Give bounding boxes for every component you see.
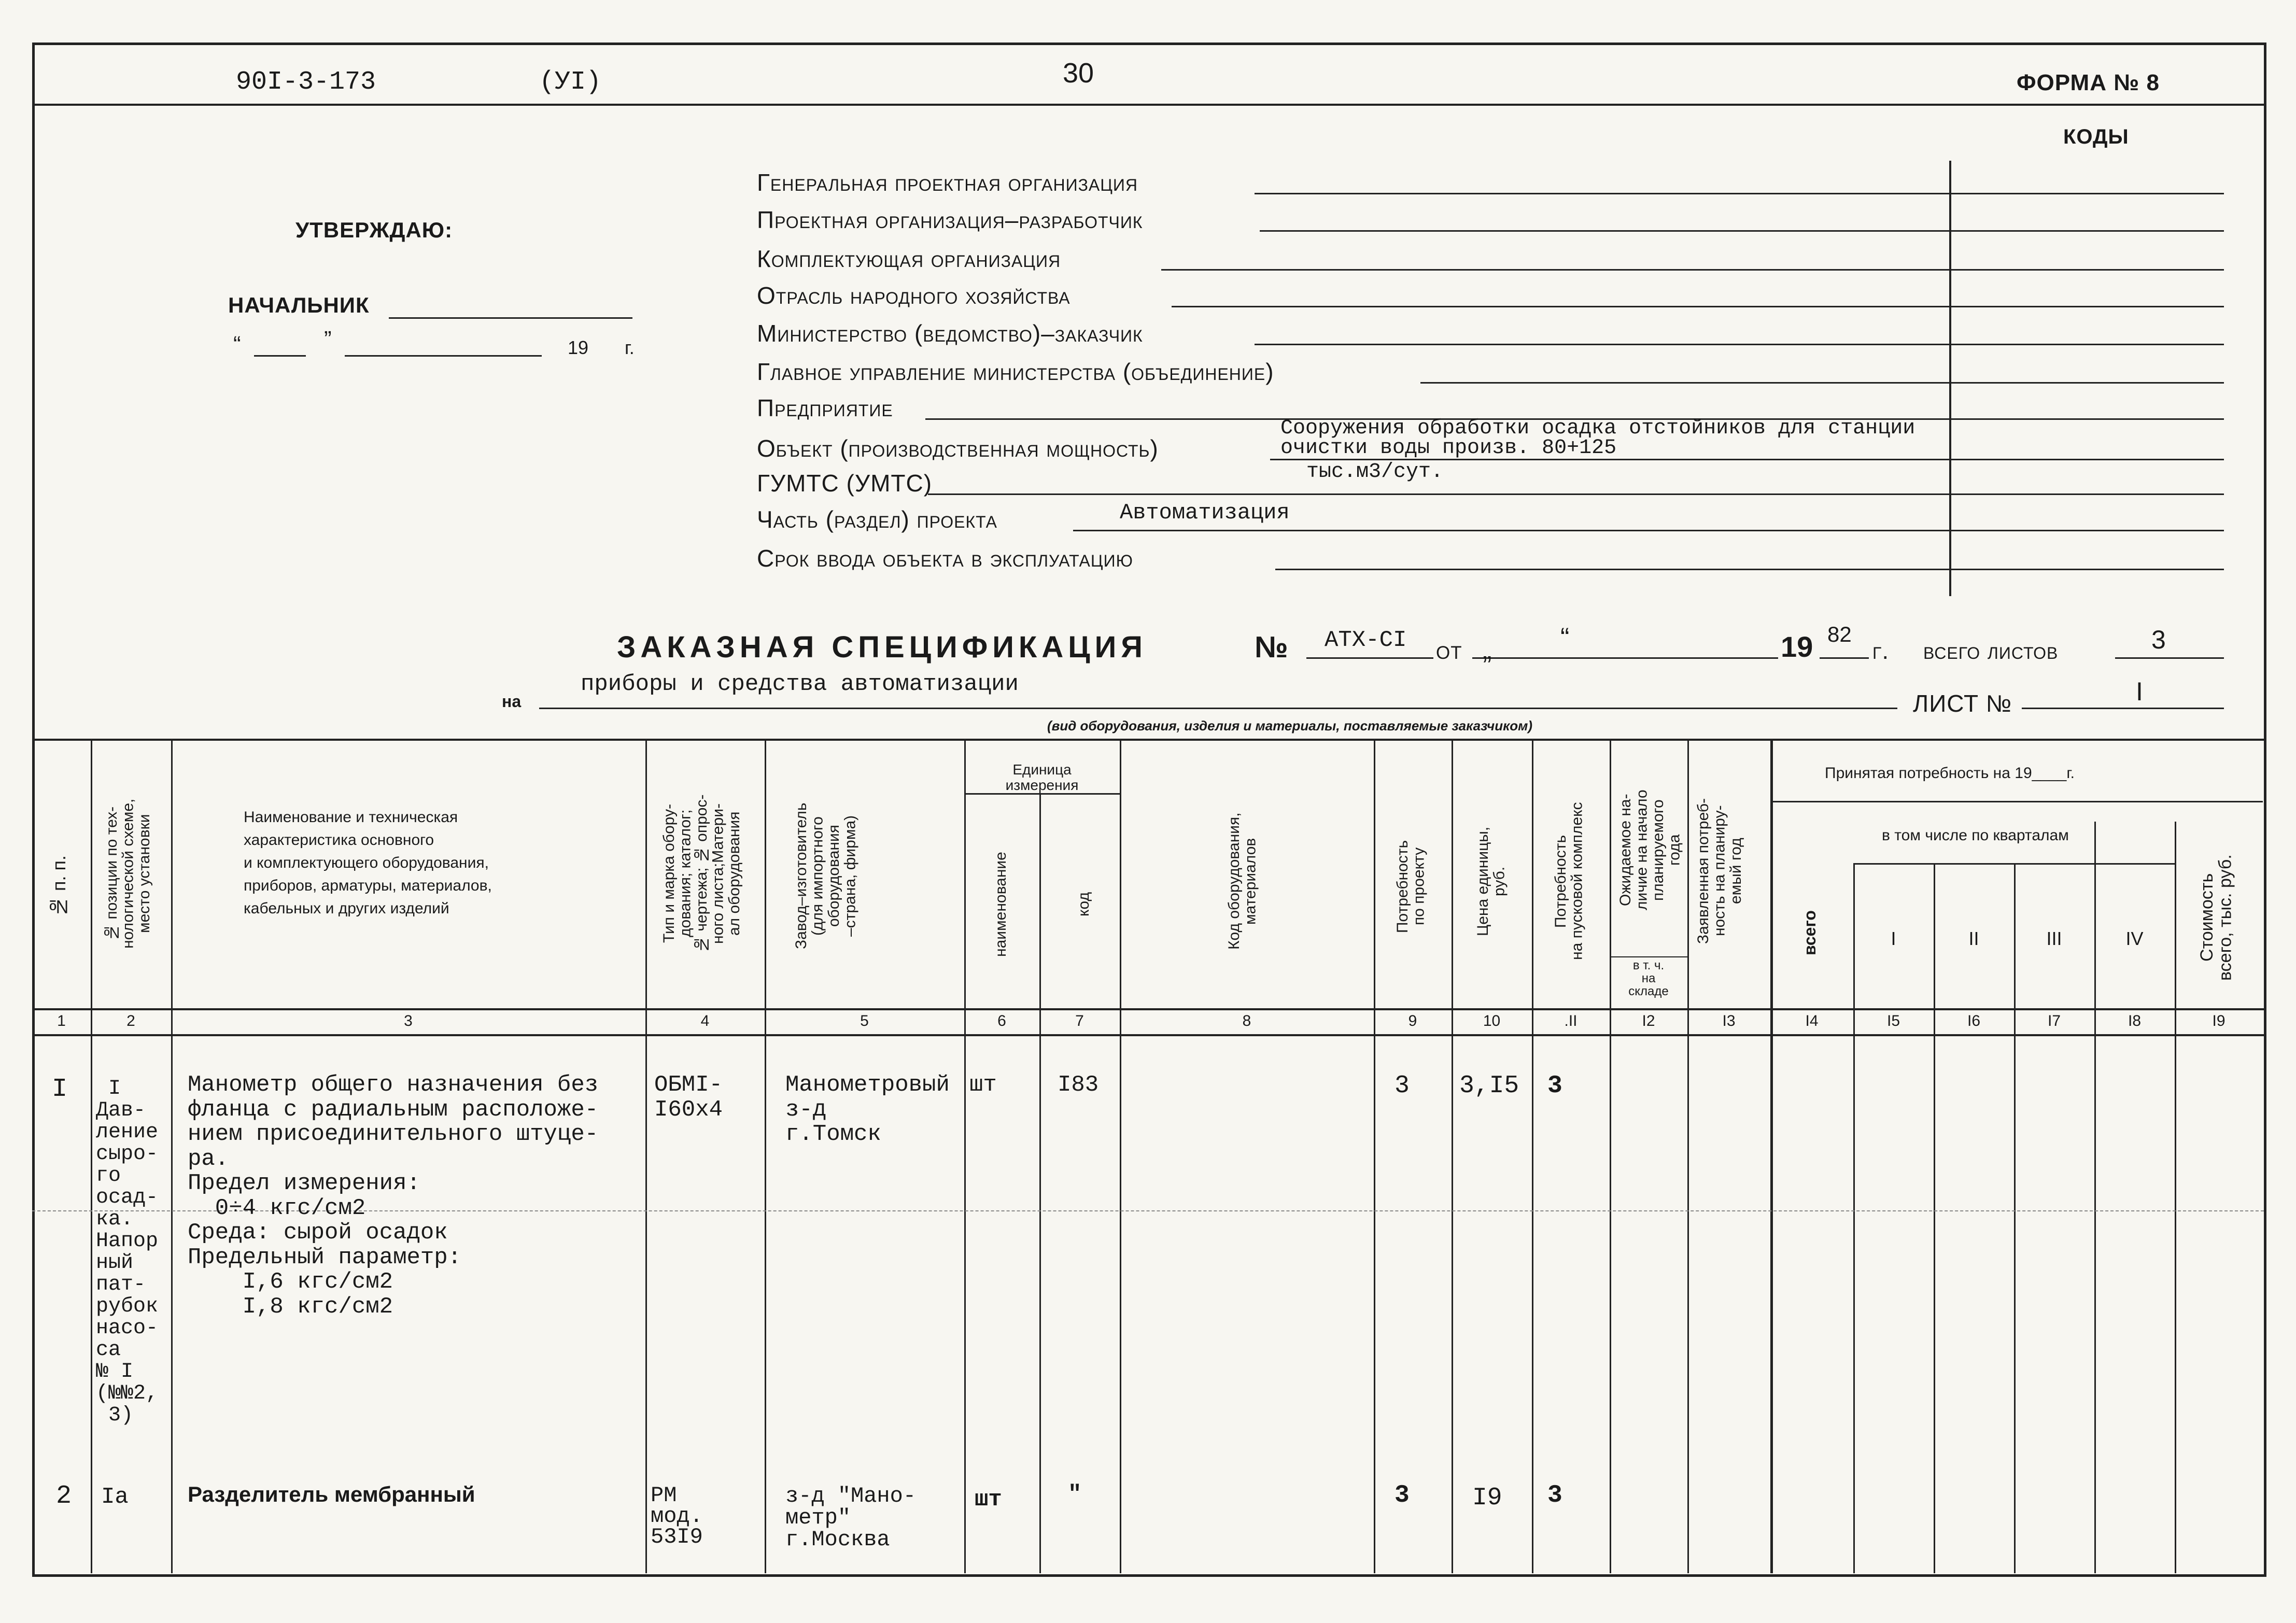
col-line-14: [1853, 863, 1855, 1573]
quarters-header-line: [1853, 863, 2175, 865]
row-2-need-start: 3: [1547, 1481, 1562, 1509]
spec-date-line: [1472, 657, 1778, 659]
col-number-14: I4: [1805, 1012, 1819, 1029]
col-line-6: [1039, 793, 1041, 1573]
row-2-unit: шт: [975, 1487, 1002, 1513]
spec-year-line: [1820, 657, 1869, 659]
col-number-6: 6: [997, 1012, 1006, 1029]
row-1-position: I Дав- ление сыро- го осад- ка. Напор ный пат- рубок насо- са № I (№№2, 3): [96, 1077, 159, 1427]
col-line-7: [1120, 739, 1121, 1573]
object-value: Сооружения обработки осадка отстойников для станции очистки воды произв. 80+125: [1280, 417, 1915, 460]
spec-from-label: от: [1436, 636, 1462, 665]
quarters-group-header: в том числе по кварталам: [1882, 827, 2069, 844]
col-header-13: Заявленная потреб- ность на планиру- емый год: [1695, 798, 1744, 944]
col-number-10: 10: [1483, 1012, 1501, 1029]
chief-label: НАЧАЛЬНИК: [228, 293, 370, 317]
spec-subject: приборы и средства автоматизации: [581, 671, 1019, 697]
col-header-3: Наименование и техническая характеристика основного и комплектующего оборудования, приборов, арматуры, материалов, кабельных и других изделий: [244, 809, 492, 917]
spec-quote-open: “: [1560, 623, 1570, 653]
col-line-11: [1610, 739, 1611, 1573]
project-part-line: [1073, 530, 2224, 531]
col-line-4: [765, 739, 766, 1573]
approve-year-suffix: г.: [625, 337, 635, 358]
album-number: (УI): [539, 67, 602, 97]
row-2-need: 3: [1394, 1481, 1410, 1509]
col-number-2: 2: [126, 1012, 135, 1029]
row-2-price: I9: [1472, 1484, 1502, 1512]
ministry-line: [1255, 344, 2224, 345]
col-line-16: [2014, 863, 2016, 1573]
sheet-label: ЛИСТ №: [1913, 690, 2012, 717]
approve-quote-open: “: [233, 332, 241, 357]
sheet-value: I: [2136, 677, 2143, 706]
enterprise-label: Предприятие: [757, 394, 893, 421]
col-header-18: IV: [2125, 928, 2144, 949]
row-1-need: 3: [1394, 1072, 1410, 1100]
unit-group-header: Единица измерения: [1005, 761, 1079, 793]
column-number-top-line: [32, 1008, 2264, 1010]
spec-on-label: на: [502, 692, 522, 711]
col-header-8: Код оборудования, материалов: [1226, 812, 1259, 950]
table-top-line: [32, 739, 2264, 741]
col-number-18: I8: [2128, 1012, 2142, 1029]
spec-year: 82: [1827, 622, 1852, 646]
doc-code: 90I-3-173: [236, 67, 376, 97]
col-number-12: I2: [1642, 1012, 1655, 1029]
col-header-15: I: [1891, 928, 1896, 949]
sheet-line: [2022, 708, 2224, 709]
col-number-5: 5: [860, 1012, 869, 1029]
row-2-name: Разделитель мембранный: [188, 1482, 475, 1506]
main-directorate-line: [1420, 382, 2224, 384]
row-1-name: Манометр общего назначения без фланца с радиальным расположе- нием присоединительного штуце- ра. Предел измерения: 0÷4 кгс/см2 Среда: сырой осадок Предельный параметр: I,6 кгс/см2 I,8 кгс/см2: [188, 1072, 599, 1320]
col-header-6: наименование: [992, 852, 1009, 957]
commissioning-date-line: [1275, 569, 2224, 570]
row-1-price: 3,I5: [1459, 1072, 1519, 1100]
approve-day-line: [254, 355, 306, 357]
codes-column-divider: [1949, 161, 1951, 596]
col-line-3: [645, 739, 647, 1573]
col-header-4: Тип и марка обору- дования; каталог; № чертежа; № опрос- ного листа;Матери- ал оборудования: [660, 794, 743, 953]
col-number-17: I7: [2047, 1012, 2061, 1029]
codes-label: КОДЫ: [2063, 125, 2129, 148]
col-header-1: № п. п.: [48, 855, 69, 918]
col-number-8: 8: [1242, 1012, 1251, 1029]
supplying-org-line: [1161, 269, 2224, 271]
col-number-15: I5: [1886, 1012, 1900, 1029]
col-header-17: III: [2046, 928, 2062, 949]
header-divider: [32, 104, 2264, 106]
spec-number: АТХ-CI: [1325, 627, 1407, 653]
row-1-number: I: [52, 1075, 68, 1104]
row-2-type: РМ мод. 53I9: [651, 1483, 703, 1549]
spec-year-prefix: 19: [1781, 630, 1813, 663]
gumts-line: [928, 493, 2224, 495]
col-header-7: код: [1075, 892, 1092, 917]
col-line-1: [91, 739, 92, 1573]
spec-subject-caption: (вид оборудования, изделия и материалы, поставляемые заказчиком): [1047, 718, 1533, 733]
col-number-16: I6: [1967, 1012, 1981, 1029]
general-project-org-line: [1255, 193, 2224, 194]
approve-title: УТВЕРЖДАЮ:: [295, 218, 453, 242]
general-project-org-label: Генеральная проектная организация: [757, 169, 1138, 196]
object-label: Объект (производственная мощность): [757, 435, 1159, 462]
row-1-unit-code: I83: [1058, 1072, 1099, 1098]
col-line-15: [1934, 863, 1935, 1573]
row-1-maker: Манометровый з-д г.Томск: [785, 1072, 950, 1148]
project-part-value: Автоматизация: [1120, 500, 1290, 525]
main-directorate-label: Главное управление министерства (объединение): [757, 358, 1274, 385]
col-number-9: 9: [1408, 1012, 1417, 1029]
chief-line: [389, 317, 632, 319]
gumts-label: ГУМТС (УМТС): [757, 470, 933, 497]
col-header-9: Потребность по проекту: [1394, 840, 1428, 933]
col-header-12a: в т. ч. на складе: [1628, 958, 1669, 998]
col-line-13: [1770, 739, 1773, 1573]
col-header-16: II: [1968, 928, 1979, 949]
col-line-18: [2175, 822, 2176, 1573]
total-sheets-label: всего листов: [1923, 637, 2059, 664]
col-line-2: [171, 739, 173, 1573]
col-line-10: [1532, 739, 1533, 1573]
spec-quote-close: ”: [1483, 651, 1492, 681]
approve-year-prefix: 19: [568, 337, 589, 358]
col-line-5: [964, 739, 966, 1573]
col-header-14: всего: [1800, 910, 1819, 956]
approve-month-line: [345, 355, 542, 357]
form-number: ФОРМА № 8: [2017, 70, 2160, 95]
row-2-number: 2: [56, 1481, 72, 1511]
row-2-maker: з-д "Мано- метр" г.Москва: [785, 1484, 917, 1552]
total-sheets-line: [2115, 657, 2224, 659]
col-number-1: 1: [57, 1012, 66, 1029]
col-header-2: № позиции по тех- нологической схеме, место установки: [103, 798, 153, 949]
col-header-12: Ожидаемое на- личие на начало планируемого года: [1617, 789, 1683, 911]
spec-number-line: [1306, 657, 1433, 659]
spec-title: ЗАКАЗНАЯ СПЕЦИФИКАЦИЯ: [617, 630, 1147, 664]
project-part-label: Часть (раздел) проекта: [757, 506, 997, 533]
project-developer-label: Проектная организация–разработчик: [757, 206, 1143, 233]
approve-quote-close: ”: [324, 327, 332, 352]
accepted-header-line: [1770, 801, 2263, 802]
page-number: 30: [1063, 58, 1094, 89]
unit-header-line: [964, 793, 1120, 795]
col-number-3: 3: [404, 1012, 413, 1029]
row-1-need-start: 3: [1547, 1072, 1562, 1100]
row-1-unit: шт: [969, 1072, 997, 1098]
industry-line: [1172, 306, 2224, 307]
spec-subject-line: [539, 708, 1897, 709]
col-header-11: Потребность на пусковой комплекс: [1552, 802, 1586, 961]
row-2-position: Iа: [101, 1484, 129, 1510]
col-number-19: I9: [2212, 1012, 2225, 1029]
accepted-group-header: Принятая потребность на 19____г.: [1825, 765, 2075, 782]
col-header-10: Цена единицы, руб.: [1474, 826, 1508, 936]
row-1-type: ОБМI- I60х4: [654, 1072, 723, 1123]
industry-label: Отрасль народного хозяйства: [757, 282, 1070, 309]
col-number-11: .II: [1564, 1012, 1577, 1029]
ministry-label: Министерство (ведомство)–заказчик: [757, 320, 1143, 347]
col-header-5: Завод–изготовитель (для импортного оборудования –страна, фирма): [793, 802, 859, 950]
column-number-bottom-line: [32, 1034, 2264, 1036]
col-header-19: Стоимость всего, тыс. руб.: [2197, 854, 2235, 981]
col-number-13: I3: [1722, 1012, 1736, 1029]
col-line-8: [1374, 739, 1375, 1573]
col-number-7: 7: [1075, 1012, 1084, 1029]
col-number-4: 4: [700, 1012, 710, 1029]
project-developer-line: [1260, 230, 2224, 232]
supplying-org-label: Комплектующая организация: [757, 245, 1061, 272]
col-line-12: [1687, 739, 1689, 1573]
gumts-value: тыс.м3/сут.: [1306, 460, 1444, 484]
total-sheets-value: 3: [2151, 625, 2166, 654]
col-line-9: [1452, 739, 1453, 1573]
row-2-unit-code: ": [1068, 1481, 1082, 1507]
spec-year-suffix: г.: [1872, 637, 1890, 664]
commissioning-date-label: Срок ввода объекта в эксплуатацию: [757, 545, 1133, 572]
stock-subheader-line: [1610, 956, 1687, 957]
spec-no-label: №: [1255, 630, 1288, 664]
